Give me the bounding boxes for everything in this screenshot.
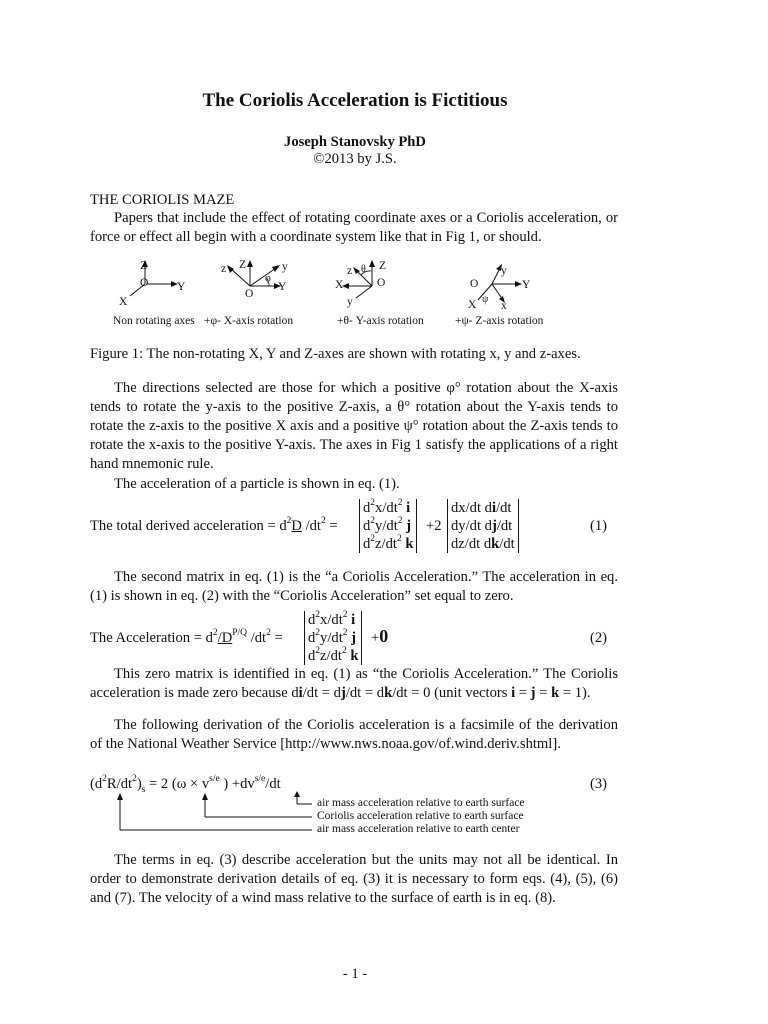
eq3-annotation-surface: air mass acceleration relative to earth surface — [317, 797, 525, 809]
axis-label: Z — [239, 259, 247, 271]
eq2-lhs: The Acceleration = $d^2/D^{P/Q}$ $/dt^2$ = — [90, 628, 283, 646]
eq3-annotation-coriolis: Coriolis acceleration relative to earth surface — [317, 810, 524, 822]
axis-label: Y — [177, 281, 186, 293]
eq3: $(d^2R/dt^2)_s = 2$ ($\omega \times v^{s/e}$ ) $+dv^{s/e}/dt$ — [90, 774, 281, 795]
author-name: Joseph Stanovsky PhD — [284, 134, 426, 150]
page-number: - 1 - — [342, 966, 368, 982]
derivation-paragraph: The following derivation of the Coriolis acceleration is a facsimile of the derivation of the National Weather Service [http://www.nws.noaa.gov/of.wind.deriv.shtml]. — [90, 717, 618, 752]
eq3-number: (3) — [590, 776, 608, 792]
axis-label: O — [377, 277, 386, 289]
eq1-lhs: The total derived acceleration = $d^2D$ $/dt^2$ = — [90, 516, 338, 534]
eq3-annotation-center: air mass acceleration relative to earth center — [317, 823, 520, 835]
panel-caption: Non rotating axes — [113, 315, 195, 327]
panel-caption: +φ- X-axis rotation — [204, 315, 294, 327]
eq1-number: (1) — [590, 518, 608, 534]
eq2-number: (2) — [590, 630, 608, 646]
axis-label: Y — [278, 281, 287, 293]
eq2-zero-term: +0 — [371, 626, 389, 646]
zero-matrix-paragraph: This zero matrix is identified in eq. (1) as “the Coriolis Acceleration.” The Coriolis acceleration is made zero because di/dt = dj/dt = dk/dt = 0 (unit vectors i = j = k = 1). — [90, 666, 618, 701]
terms-paragraph: The terms in eq. (3) describe acceleration but the units may not all be identical. In order to demonstrate derivation details of eq. (3) it is necessary to form eqs. (4), (5), (6) and (7). The velocity of a wind mass relative to the surface of earth is in eq. (8). — [90, 852, 618, 906]
directions-paragraph: The directions selected are those for which a positive φ° rotation about the X-axis tends to rotate the y-axis to the positive Z-axis, a θ° rotation about the Y-axis tends to rotate the z-axis to the positive X axis and a positive ψ° rotation about the Z-axis tends to rotate the x-axis to the positive Y-axis. The axes in Fig 1 satisfy the applications of a right hand mnemonic rule. — [90, 380, 618, 472]
axis-label: X — [335, 279, 344, 291]
axis-label: z — [221, 263, 227, 275]
eq1-plus-two: +2 — [426, 518, 442, 534]
axis-label: X — [119, 296, 128, 308]
accel-intro: The acceleration of a particle is shown in eq. (1). — [114, 476, 400, 492]
intro-paragraph: Papers that include the effect of rotating coordinate axes or a Coriolis acceleration, or force or effect all begin with a coordinate system like that in Fig 1, or should. — [90, 210, 618, 245]
axis-label: y — [347, 296, 353, 308]
axis-label: O — [140, 277, 149, 289]
axis-label: φ — [265, 273, 271, 284]
second-matrix-paragraph: The second matrix in eq. (1) is the “a Coriolis Acceleration.” The acceleration in eq. (1) is shown in eq. (2) with the “Coriolis Acceleration” set equal to zero. — [90, 569, 618, 604]
axis-label: O — [470, 278, 479, 290]
panel-caption: +θ- Y-axis rotation — [337, 315, 424, 327]
eq1-matrix-1: $d^2x/dt^2$ i $d^2y/dt^2$ j $d^2z/dt^2$ k — [359, 499, 417, 553]
axis-label: ψ — [482, 294, 489, 305]
page-title: The Coriolis Acceleration is Fictitious — [202, 90, 508, 111]
axis-label: z — [347, 265, 353, 277]
axis-label: θ — [361, 264, 366, 275]
axis-label: Y — [522, 279, 531, 291]
axis-label: y — [282, 261, 288, 273]
eq2-matrix: $d^2x/dt^2$ i $d^2y/dt^2$ j $d^2z/dt^2$ k — [304, 611, 362, 665]
axis-label: O — [245, 288, 254, 300]
eq1-matrix-2: dx/dt di/dt dy/dt dj/dt dz/dt dk/dt — [447, 499, 519, 553]
figure-1 — [90, 256, 618, 332]
axis-label: Z — [379, 260, 387, 272]
axis-label: X — [468, 299, 477, 311]
panel-caption: +ψ- Z-axis rotation — [455, 315, 544, 327]
axis-label: x — [501, 300, 507, 312]
axis-label: y — [501, 265, 507, 277]
figure-caption: Figure 1: The non-rotating X, Y and Z-axes are shown with rotating x, y and z-axes. — [90, 346, 581, 362]
copyright-line: ©2013 by J.S. — [313, 151, 397, 167]
section-heading: THE CORIOLIS MAZE — [90, 192, 235, 208]
axis-label: Z — [140, 260, 148, 272]
